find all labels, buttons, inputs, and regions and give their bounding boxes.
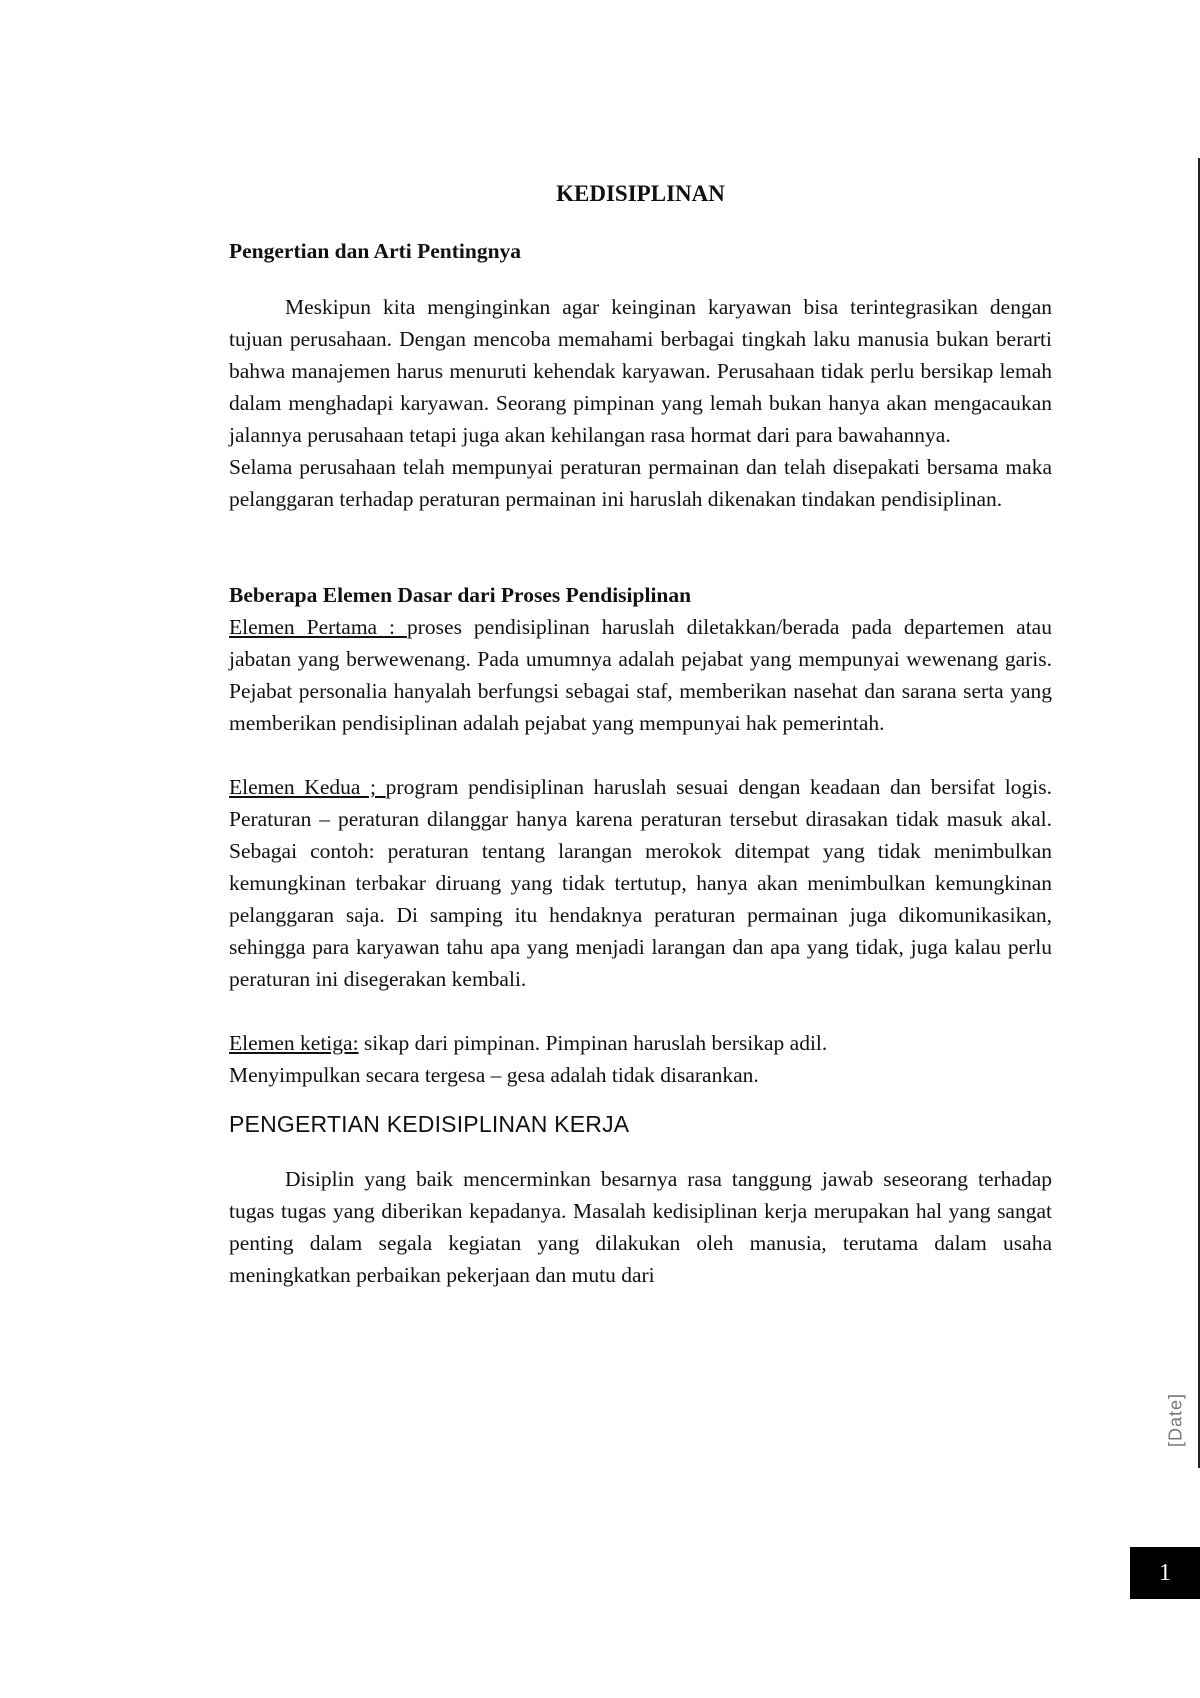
paragraph-pengertian-2: Selama perusahaan telah mempunyai peraturan permainan dan telah disepakati bersama maka pelanggaran terhadap peraturan permainan ini haruslah dikenakan tindakan pendisiplinan. (229, 455, 1052, 511)
document-title: KEDISIPLINAN (556, 181, 725, 206)
paragraph-kedisiplinan-kerja: Disiplin yang baik mencerminkan besarnya rasa tanggung jawab seseorang terhadap tugas tugas yang diberikan kepadanya. Masalah kedisiplinan kerja merupakan hal yang sangat penting dalam segala kegiatan yang dilakukan oleh manusia, terutama dalam usaha meningkatkan perbaikan pekerjaan dan mutu dari (229, 1167, 1052, 1287)
section-heading-pengertian: Pengertian dan Arti Pentingnya (229, 239, 522, 263)
paragraph-elemen-kedua (229, 771, 1052, 995)
section-heading-kedisiplinan-kerja: PENGERTIAN KEDISIPLINAN KERJA (229, 1111, 630, 1137)
spacer (229, 739, 1052, 771)
paragraph-elemen-ketiga (229, 1027, 1052, 1059)
paragraph-elemen-pertama (229, 611, 1052, 739)
spacer (229, 1139, 1052, 1163)
date-placeholder[interactable]: [Date] (1165, 1392, 1186, 1448)
document-body (229, 178, 1052, 1291)
spacer (229, 995, 1052, 1027)
paragraph-pengertian-1: Meskipun kita menginginkan agar keinginan karyawan bisa terintegrasikan dengan tujuan perusahaan. Dengan mencoba memahami berbagai tingkah laku manusia bukan berarti bahwa manajemen harus menuruti kehendak karyawan. Perusahaan tidak perlu bersikap lemah dalam menghadapi karyawan. Seorang pimpinan yang lemah bukan hanya akan mengacaukan jalannya perusahaan tetapi juga akan kehilangan rasa hormat dari para bawahannya. (229, 295, 1052, 447)
elemen-kedua-text: program pendisiplinan haruslah sesuai dengan keadaan dan bersifat logis. Peraturan – peraturan dilanggar hanya karena peraturan tersebut dirasakan tidak masuk akal. Sebagai contoh: peraturan tentang larangan merokok ditempat yang tidak menimbulkan kemungkinan terbakar diruang yang tidak tertutup, hanya akan menimbulkan kemungkinan pelanggaran saja. Di samping itu hendaknya peraturan permainan juga dikomunikasikan, sehingga para karyawan tahu apa yang menjadi larangan dan apa yang tidak, juga kalau perlu peraturan ini disegerakan kembali. (229, 775, 1052, 991)
page-number-badge: 1 (1130, 1547, 1200, 1599)
paragraph-elemen-ketiga-line2: Menyimpulkan secara tergesa – gesa adalah tidak disarankan. (229, 1063, 759, 1087)
spacer (229, 515, 1052, 579)
elemen-pertama-label: Elemen Pertama : (229, 615, 408, 639)
elemen-pertama-text: proses pendisiplinan haruslah diletakkan/berada pada departemen atau jabatan yang berwewenang. Pada umumnya adalah pejabat yang mempunyai wewenang garis. Pejabat personalia hanyalah berfungsi sebagai staf, memberikan nasehat dan sarana serta yang memberikan pendisiplinan adalah pejabat yang mempunyai hak pemerintah. (229, 615, 1052, 735)
elemen-ketiga-label: Elemen ketiga: (229, 1031, 359, 1055)
section-heading-elemen-dasar: Beberapa Elemen Dasar dari Proses Pendisiplinan (229, 583, 692, 607)
elemen-kedua-label: Elemen Kedua ; (229, 775, 386, 799)
elemen-ketiga-text: sikap dari pimpinan. Pimpinan haruslah bersikap adil. (358, 1031, 828, 1055)
spacer (229, 267, 1052, 291)
